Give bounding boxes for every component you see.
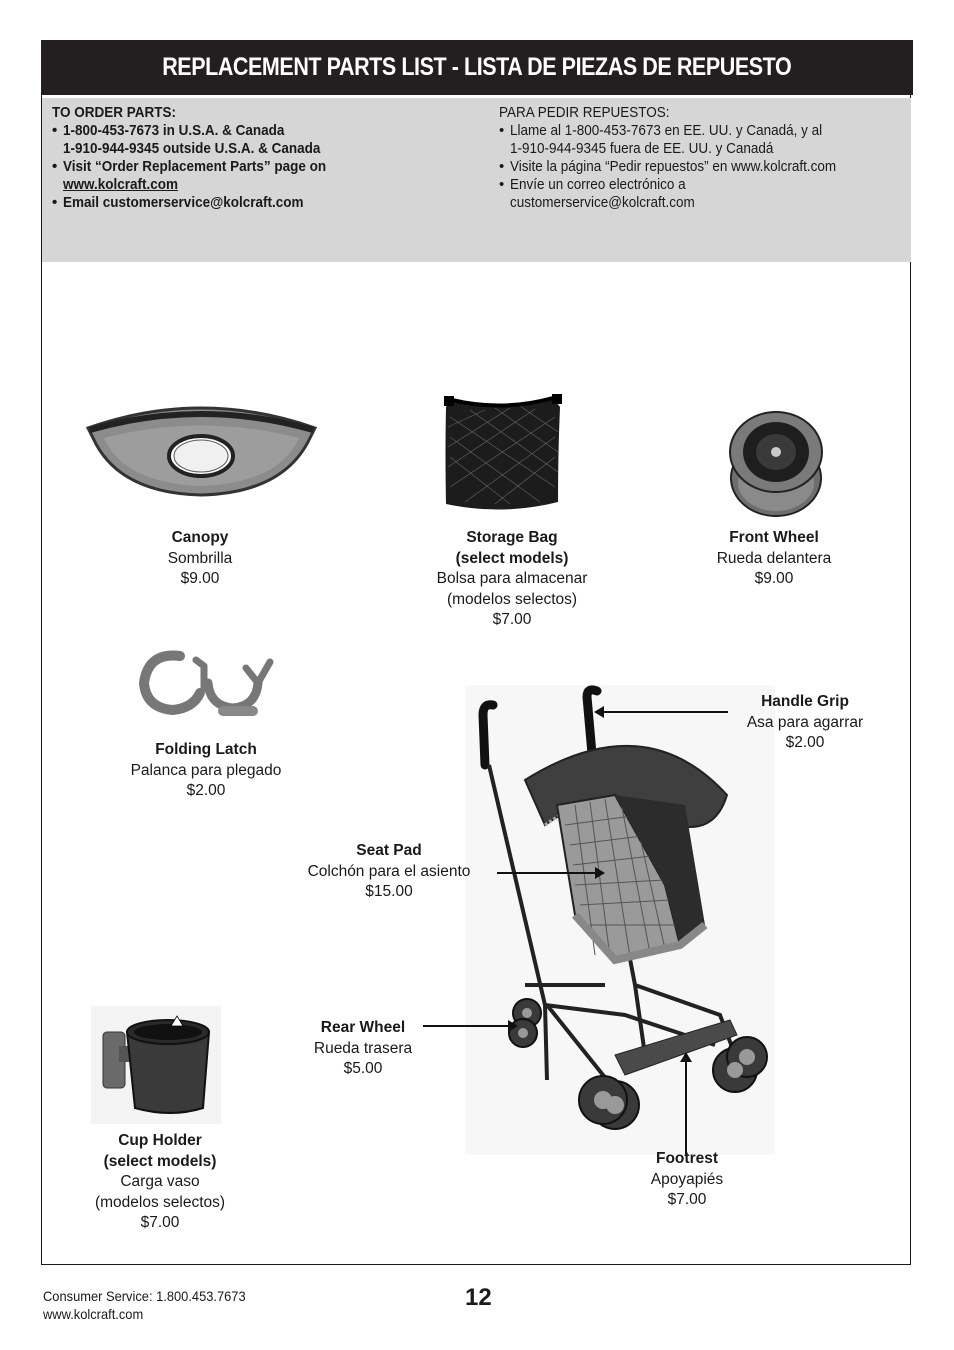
order-website-link[interactable]: www.kolcraft.com <box>63 176 179 193</box>
part-name-en: Canopy <box>171 529 229 546</box>
part-price: $9.00 <box>754 570 794 587</box>
order-info-box <box>42 98 911 262</box>
part-price: $9.00 <box>180 570 220 587</box>
stroller-image <box>465 685 775 1155</box>
order-phone-us: • 1-800-453-7673 in U.S.A. & Canada <box>52 122 355 140</box>
page-number: 12 <box>465 1284 492 1311</box>
part-price: $5.00 <box>343 1060 383 1077</box>
part-folding-latch <box>116 740 296 802</box>
order-heading-en: TO ORDER PARTS: <box>52 104 177 121</box>
part-name-es: Rueda delantera <box>716 549 832 567</box>
part-name-en: Front Wheel <box>729 529 819 546</box>
part-name-en: Folding Latch <box>155 741 257 758</box>
part-name-es: Rueda trasera <box>313 1039 413 1057</box>
part-name-en-note: (select models) <box>103 1152 217 1170</box>
part-name-en: Seat Pad <box>356 842 422 859</box>
part-footrest <box>617 1149 757 1211</box>
order-email: • Email customerservice@kolcraft.com <box>52 194 355 212</box>
folding-latch-image <box>138 648 278 720</box>
footrest-arrowhead <box>680 1052 692 1062</box>
order-phone-es: • Llame al 1-800-453-7673 en EE. UU. y Canadá, y al <box>499 122 872 140</box>
part-rear-wheel <box>293 1018 433 1080</box>
page-title: REPLACEMENT PARTS LIST - LISTA DE PIEZAS DE REPUESTO <box>41 40 913 95</box>
part-price: $7.00 <box>667 1191 707 1208</box>
footrest-callout <box>685 1062 687 1156</box>
seat-pad-arrowhead <box>595 867 605 879</box>
part-name-en: Rear Wheel <box>320 1019 406 1036</box>
part-name-es: Apoyapiés <box>650 1170 724 1188</box>
part-name-en: Storage Bag <box>466 529 558 546</box>
storage-bag-image <box>440 392 565 517</box>
part-seat-pad <box>299 841 479 903</box>
part-name-en: Handle Grip <box>761 693 849 710</box>
rear-wheel-arrowhead <box>508 1020 518 1032</box>
part-name-en: Cup Holder <box>118 1132 202 1149</box>
canopy-image <box>84 398 319 498</box>
front-wheel-image <box>727 408 825 520</box>
part-front-wheel <box>694 528 854 590</box>
part-name-es: Asa para agarrar <box>746 713 864 731</box>
part-name-en-note: (select models) <box>455 549 569 567</box>
part-name-es: Bolsa para almacenar <box>436 570 588 587</box>
part-name-es: Palanca para plegado <box>130 761 282 779</box>
rear-wheel-callout <box>423 1025 508 1027</box>
seat-pad-callout <box>497 872 595 874</box>
part-cup-holder <box>80 1131 240 1234</box>
order-phone-intl: 1-910-944-9345 outside U.S.A. & Canada <box>63 140 321 157</box>
handle-grip-arrowhead <box>594 706 604 718</box>
part-storage-bag <box>412 528 612 631</box>
order-heading-es: PARA PEDIR REPUESTOS: <box>499 104 670 121</box>
part-price: $2.00 <box>186 782 226 799</box>
order-visit-es: • Visite la página “Pedir repuestos” en www.kolcraft.com <box>499 158 872 176</box>
part-price: $2.00 <box>785 734 825 751</box>
part-name-es: Sombrilla <box>167 549 233 567</box>
footer-contact <box>43 1287 263 1323</box>
part-handle-grip <box>735 692 875 754</box>
order-email-es: • Envíe un correo electrónico a <box>499 176 872 194</box>
part-price: $7.00 <box>492 611 532 628</box>
footer-website[interactable]: www.kolcraft.com <box>43 1306 144 1322</box>
part-name-en: Footrest <box>656 1150 718 1167</box>
order-email-address-es: customerservice@kolcraft.com <box>510 194 695 211</box>
order-info-english <box>52 104 355 212</box>
handle-grip-callout <box>600 711 728 713</box>
order-visit-page: • Visit “Order Replacement Parts” page on <box>52 158 355 176</box>
part-name-es-note: (modelos selectos) <box>94 1193 226 1211</box>
part-price: $7.00 <box>140 1214 180 1231</box>
part-canopy <box>130 528 270 590</box>
order-info-spanish <box>499 104 872 212</box>
part-name-es: Carga vaso <box>120 1173 200 1190</box>
part-name-es-note: (modelos selectos) <box>446 590 578 608</box>
part-name-es: Colchón para el asiento <box>307 862 471 880</box>
cup-holder-image <box>91 1006 221 1124</box>
part-price: $15.00 <box>365 883 413 900</box>
order-phone-intl-es: 1-910-944-9345 fuera de EE. UU. y Canadá <box>510 140 774 157</box>
footer-service-phone: Consumer Service: 1.800.453.7673 <box>43 1288 246 1304</box>
